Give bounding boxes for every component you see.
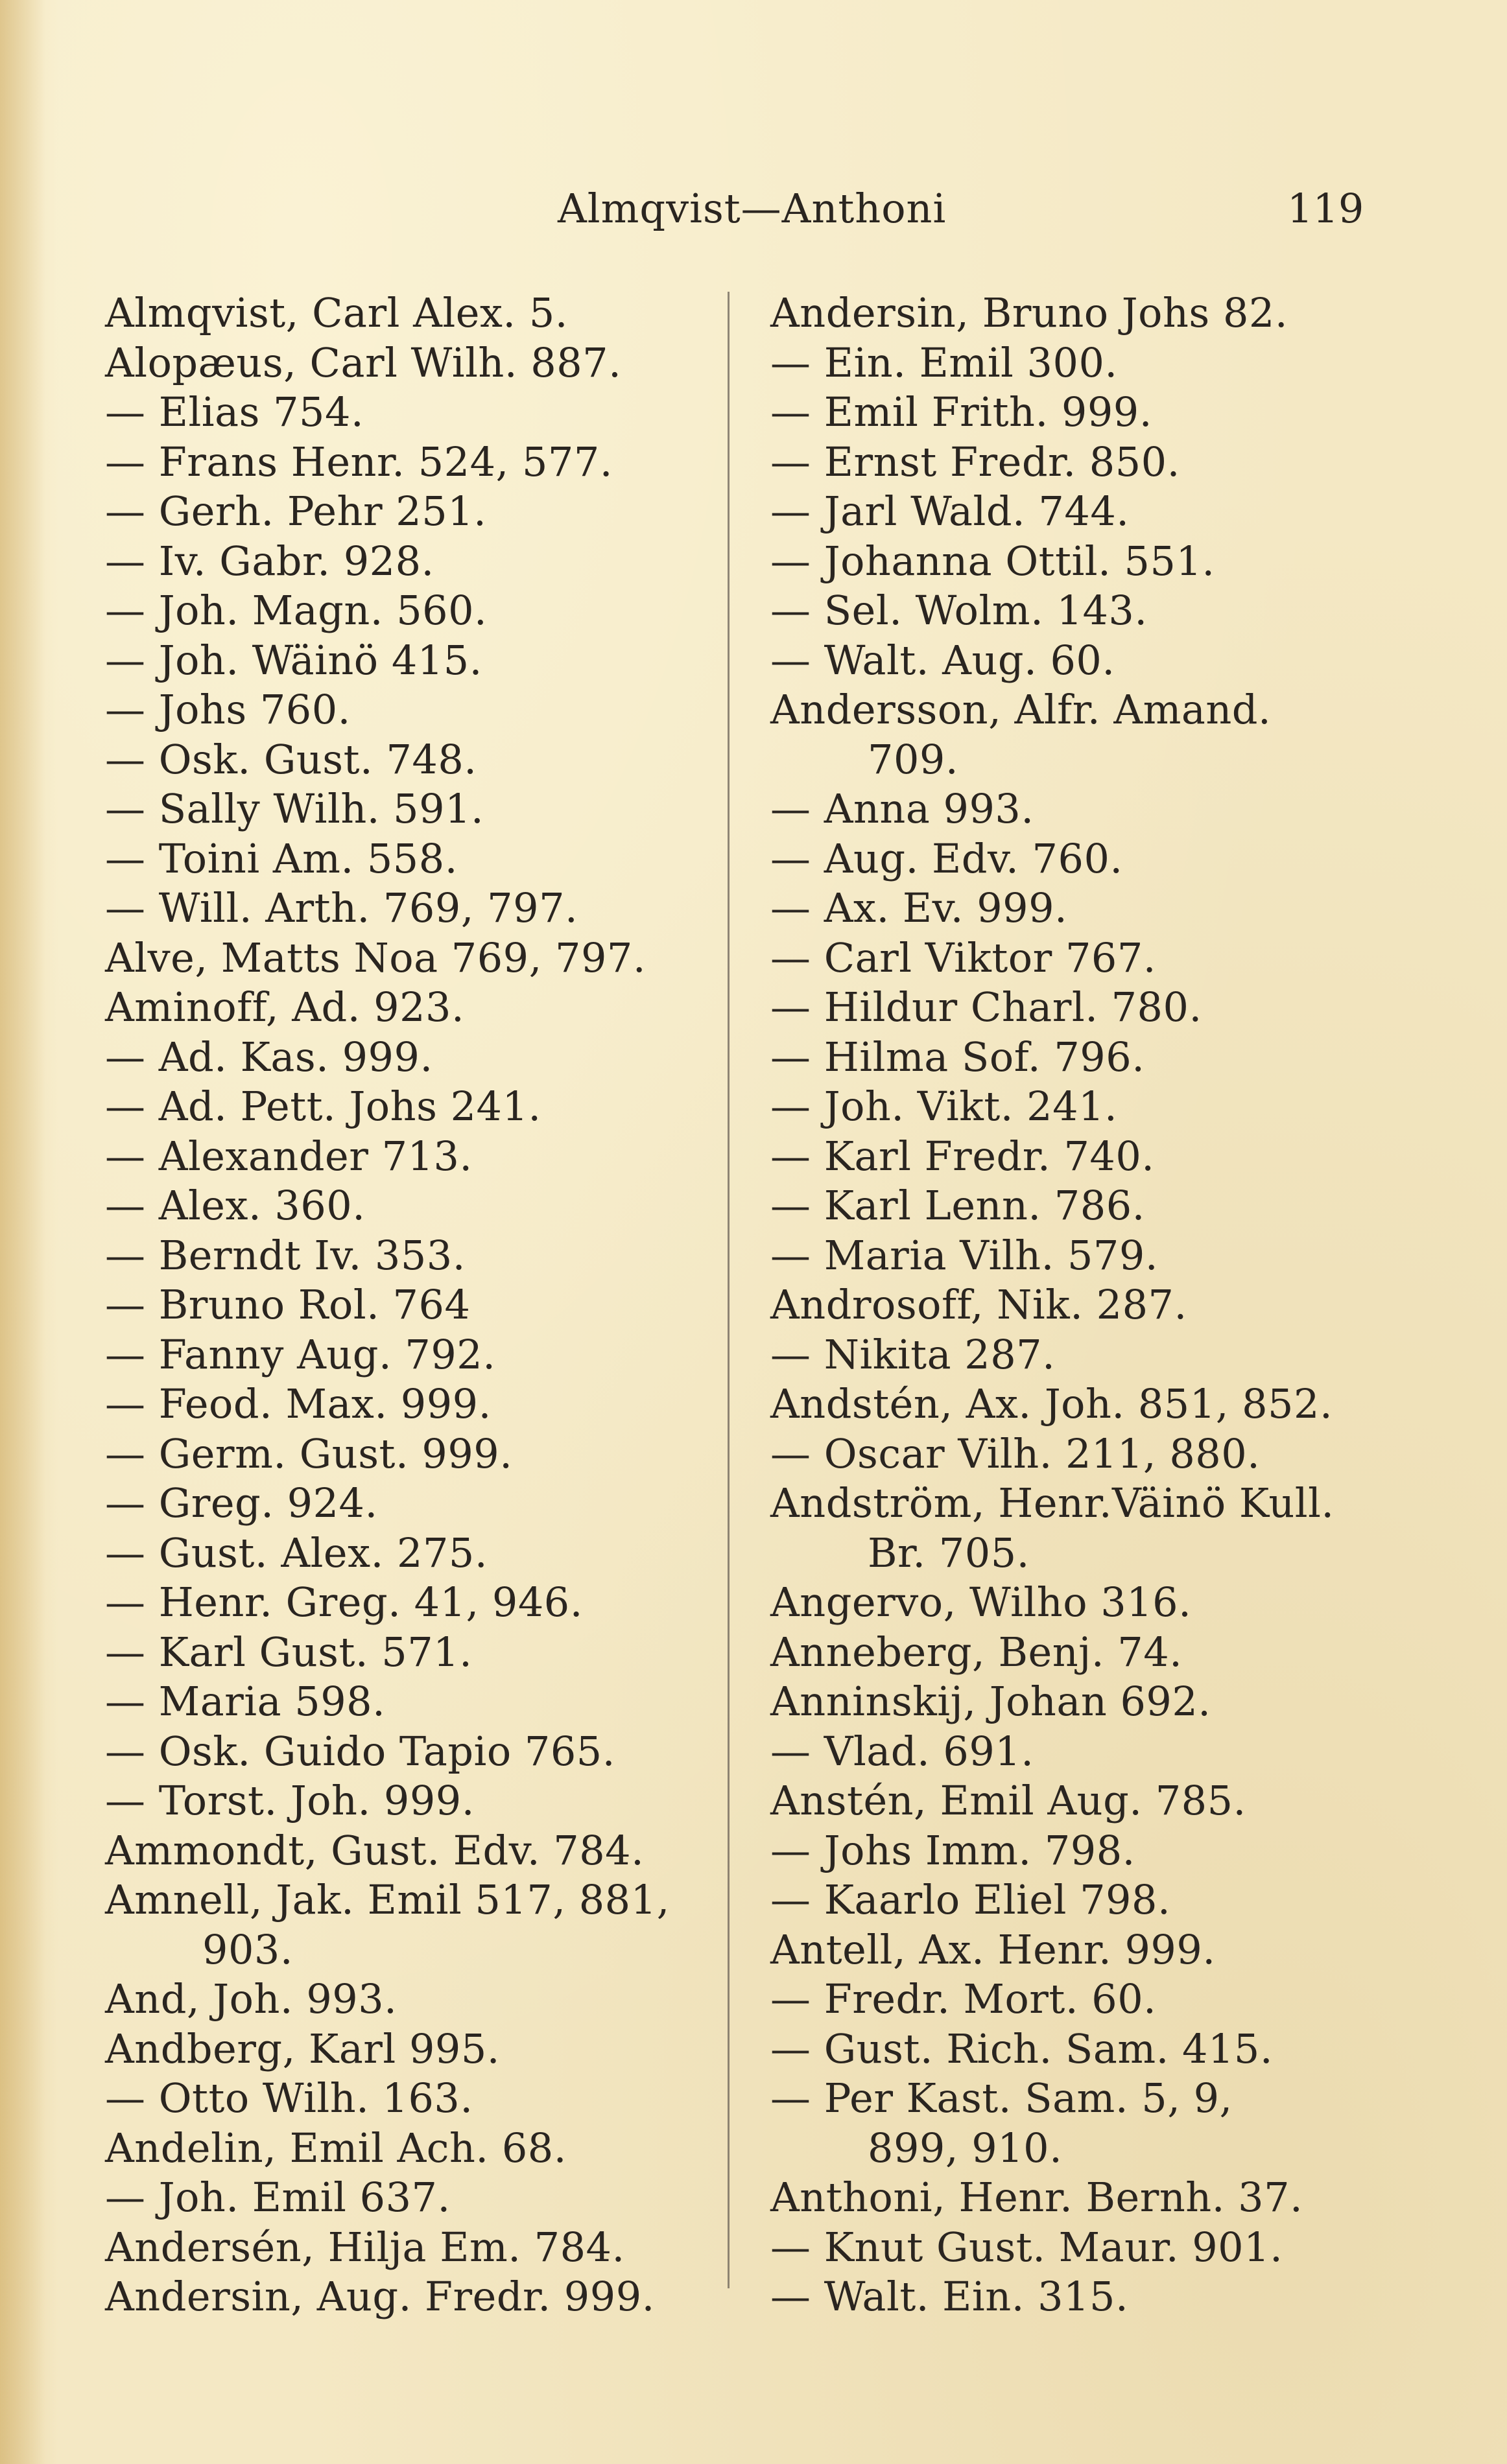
index-entry: Almqvist, Carl Alex. 5.	[105, 289, 568, 336]
index-entry: Andersson, Alfr. Amand.	[770, 686, 1272, 733]
index-entry: Andström, Henr.Väinö Kull.	[770, 1479, 1335, 1527]
index-entry: — Joh. Wäinö 415.	[105, 636, 482, 684]
index-entry: — Elias 754.	[105, 388, 364, 436]
index-entry: — Gerh. Pehr 251.	[105, 487, 487, 535]
index-entry: — Joh. Emil 637.	[105, 2174, 451, 2221]
index-entry: — Fredr. Mort. 60.	[770, 1975, 1157, 2023]
index-entry: Amnell, Jak. Emil 517, 881,	[105, 1876, 670, 1923]
index-entry: — Ax. Ev. 999.	[770, 884, 1068, 932]
index-entry: — Ad. Kas. 999.	[105, 1033, 433, 1081]
index-entry: — Gust. Alex. 275.	[105, 1529, 488, 1577]
index-entry: — Anna 993.	[770, 785, 1034, 832]
index-entry: Androsoff, Nik. 287.	[770, 1281, 1187, 1328]
index-entry-continuation: 709.	[868, 735, 959, 783]
index-entry: — Will. Arth. 769, 797.	[105, 884, 578, 932]
index-entry: Alopæus, Carl Wilh. 887.	[105, 338, 622, 386]
index-entry: — Feod. Max. 999.	[105, 1380, 492, 1427]
right-column	[770, 288, 1419, 2322]
index-entry: Anninskij, Johan 692.	[770, 1678, 1211, 1725]
index-entry: — Ernst Fredr. 850.	[770, 438, 1180, 486]
index-entry: — Johs 760.	[105, 686, 351, 733]
index-entry: Alve, Matts Noa 769, 797.	[105, 933, 647, 981]
index-entry: Andstén, Ax. Joh. 851, 852.	[770, 1380, 1333, 1427]
index-entry: — Aug. Edv. 760.	[770, 834, 1123, 882]
index-entry: Andelin, Emil Ach. 68.	[105, 2124, 567, 2172]
index-entry: — Maria Vilh. 579.	[770, 1231, 1159, 1279]
index-entry: — Joh. Vikt. 241.	[770, 1083, 1118, 1130]
index-entry: — Alex. 360.	[105, 1182, 366, 1229]
index-entry: — Bruno Rol. 764	[105, 1281, 471, 1328]
index-entry: — Berndt Iv. 353.	[105, 1231, 466, 1279]
index-entry: — Sally Wilh. 591.	[105, 785, 484, 832]
index-entry: — Sel. Wolm. 143.	[770, 587, 1148, 634]
index-entry-continuation: Br. 705.	[868, 1529, 1030, 1577]
index-entry: — Nikita 287.	[770, 1330, 1056, 1378]
index-entry: — Joh. Magn. 560.	[105, 587, 488, 634]
index-entry: — Osk. Guido Tapio 765.	[105, 1727, 615, 1775]
left-column	[105, 288, 715, 2322]
column-divider	[728, 292, 730, 2288]
index-entry: — Oscar Vilh. 211, 880.	[770, 1429, 1261, 1477]
index-entry: — Fanny Aug. 792.	[105, 1330, 496, 1378]
index-entry: — Greg. 924.	[105, 1479, 378, 1527]
index-entry: — Per Kast. Sam. 5, 9,	[770, 2074, 1233, 2122]
index-entry: Angervo, Wilho 316.	[770, 1578, 1192, 1626]
index-entry: — Iv. Gabr. 928.	[105, 537, 434, 585]
index-entry: Anstén, Emil Aug. 785.	[770, 1777, 1246, 1824]
index-entry: — Karl Gust. 571.	[105, 1628, 473, 1676]
index-entry-continuation: 903.	[202, 1925, 294, 1973]
index-entry: — Johs Imm. 798.	[770, 1826, 1135, 1874]
index-entry: — Kaarlo Eliel 798.	[770, 1876, 1171, 1923]
index-entry: Andersén, Hilja Em. 784.	[105, 2223, 625, 2271]
index-entry: — Gust. Rich. Sam. 415.	[770, 2024, 1274, 2072]
index-entry: — Torst. Joh. 999.	[105, 1777, 475, 1824]
index-entry: — Karl Fredr. 740.	[770, 1132, 1155, 1180]
index-entry: Aminoff, Ad. 923.	[105, 983, 465, 1031]
index-entry: — Hilma Sof. 796.	[770, 1033, 1145, 1081]
index-entry: — Alexander 713.	[105, 1132, 473, 1180]
index-entry-continuation: 899, 910.	[868, 2124, 1063, 2172]
index-entry: — Knut Gust. Maur. 901.	[770, 2223, 1283, 2271]
index-entry: Andersin, Bruno Johs 82.	[770, 289, 1288, 336]
index-entry: — Karl Lenn. 786.	[770, 1182, 1145, 1229]
index-entry: — Ad. Pett. Johs 241.	[105, 1083, 541, 1130]
index-entry: — Carl Viktor 767.	[770, 933, 1157, 981]
index-entry: — Ein. Emil 300.	[770, 338, 1118, 386]
index-entry: — Frans Henr. 524, 577.	[105, 438, 613, 486]
index-entry: — Osk. Gust. 748.	[105, 735, 477, 783]
index-entry: And, Joh. 993.	[105, 1975, 398, 2023]
page-edge-shadow	[0, 0, 45, 2464]
index-entry: — Vlad. 691.	[770, 1727, 1034, 1775]
running-head: Almqvist—Anthoni	[558, 185, 947, 232]
index-entry: Anthoni, Henr. Bernh. 37.	[770, 2174, 1303, 2221]
index-entry: — Germ. Gust. 999.	[105, 1429, 513, 1477]
index-entry: — Emil Frith. 999.	[770, 388, 1152, 436]
index-entry: — Maria 598.	[105, 1678, 386, 1725]
index-entry: — Henr. Greg. 41, 946.	[105, 1578, 583, 1626]
index-entry: — Walt. Aug. 60.	[770, 636, 1115, 684]
index-entry: Andberg, Karl 995.	[105, 2024, 501, 2072]
index-entry: Ammondt, Gust. Edv. 784.	[105, 1826, 645, 1874]
index-entry: — Hildur Charl. 780.	[770, 983, 1202, 1031]
index-entry: Andersin, Aug. Fredr. 999.	[105, 2273, 655, 2320]
index-entry: Antell, Ax. Henr. 999.	[770, 1925, 1216, 1973]
index-entry: — Walt. Ein. 315.	[770, 2273, 1129, 2320]
index-entry: — Jarl Wald. 744.	[770, 487, 1130, 535]
page-number: 119	[1287, 185, 1364, 232]
index-entry: — Toini Am. 558.	[105, 834, 458, 882]
index-entry: Anneberg, Benj. 74.	[770, 1628, 1183, 1676]
index-entry: — Otto Wilh. 163.	[105, 2074, 473, 2122]
index-entry: — Johanna Ottil. 551.	[770, 537, 1215, 585]
